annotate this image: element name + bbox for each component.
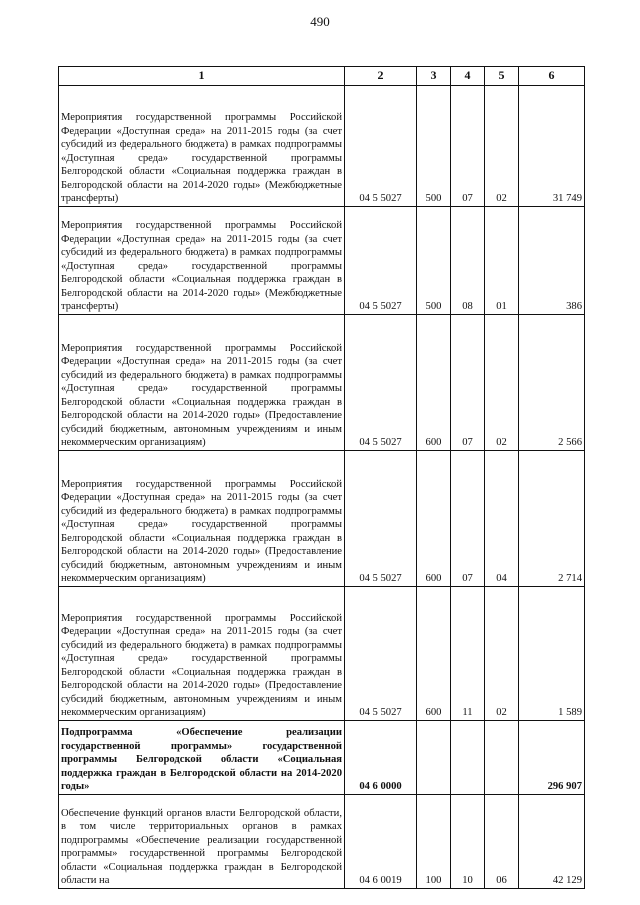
- row-name: Обеспечение функций органов власти Белгородской области, в том числе территориальных органов в рамках подпрограммы «Обеспечение реализации государственной программы» государственной программы Белгородской области «Социальная поддержка граждан в Белгородской области на: [59, 795, 345, 889]
- row-c5: [485, 721, 519, 795]
- row-name: Мероприятия государственной программы Российской Федерации «Доступная среда» на 2011-2015 годы (за счет субсидий из федерального бюджета) в рамках подпрограммы «Доступная среда» государственной программы Белгородской области «Социальная поддержка граждан в Белгородской области на 2014-2020 годы» (Предоставление субсидий бюджетным, автономным учреждениям и иным некоммерческим организациям): [59, 315, 345, 451]
- row-amount: 31 749: [519, 86, 585, 207]
- row-c4: 10: [451, 795, 485, 889]
- row-code: 04 6 0019: [345, 795, 417, 889]
- page-number: 490: [310, 14, 330, 29]
- row-c3: 600: [417, 451, 451, 587]
- row-c4: 07: [451, 86, 485, 207]
- row-c5: 06: [485, 795, 519, 889]
- row-c4: [451, 721, 485, 795]
- row-code: 04 6 0000: [345, 721, 417, 795]
- row-c5: 01: [485, 207, 519, 315]
- row-amount: 1 589: [519, 587, 585, 721]
- row-name: Мероприятия государственной программы Российской Федерации «Доступная среда» на 2011-2015 годы (за счет субсидий из федерального бюджета) в рамках подпрограммы «Доступная среда» государственной программы Белгородской области «Социальная поддержка граждан в Белгородской области на 2014-2020 годы» (Межбюджетные трансферты): [59, 207, 345, 315]
- column-header-name: 1: [59, 67, 345, 86]
- table-row: [59, 86, 585, 207]
- row-c5: 04: [485, 451, 519, 587]
- row-c5: 02: [485, 315, 519, 451]
- column-header-5: 5: [485, 67, 519, 86]
- column-header-amount: 6: [519, 67, 585, 86]
- row-amount: 2 714: [519, 451, 585, 587]
- table-row: [59, 451, 585, 587]
- row-amount: 296 907: [519, 721, 585, 795]
- table-row: [59, 795, 585, 889]
- row-c4: 08: [451, 207, 485, 315]
- row-c5: 02: [485, 86, 519, 207]
- row-amount: 42 129: [519, 795, 585, 889]
- row-c3: [417, 721, 451, 795]
- row-c4: 07: [451, 451, 485, 587]
- row-code: 04 5 5027: [345, 451, 417, 587]
- column-header-3: 3: [417, 67, 451, 86]
- row-c3: 600: [417, 315, 451, 451]
- table-header-row: [59, 67, 585, 86]
- row-name: Подпрограмма «Обеспечение реализации государственной программы» государственной программы Белгородской области «Социальная поддержка граждан в Белгородской области на 2014-2020 годы»: [59, 721, 345, 795]
- table-row: [59, 315, 585, 451]
- row-amount: 2 566: [519, 315, 585, 451]
- row-code: 04 5 5027: [345, 587, 417, 721]
- row-code: 04 5 5027: [345, 315, 417, 451]
- row-amount: 386: [519, 207, 585, 315]
- row-c4: 07: [451, 315, 485, 451]
- table-row-subprogram: [59, 721, 585, 795]
- row-c3: 500: [417, 86, 451, 207]
- row-code: 04 5 5027: [345, 207, 417, 315]
- table-row: [59, 207, 585, 315]
- row-c3: 500: [417, 207, 451, 315]
- row-c3: 600: [417, 587, 451, 721]
- row-name: Мероприятия государственной программы Российской Федерации «Доступная среда» на 2011-2015 годы (за счет субсидий из федерального бюджета) в рамках подпрограммы «Доступная среда» государственной программы Белгородской области «Социальная поддержка граждан в Белгородской области на 2014-2020 годы» (Предоставление субсидий бюджетным, автономным учреждениям и иным некоммерческим организациям): [59, 587, 345, 721]
- column-header-4: 4: [451, 67, 485, 86]
- table-row: [59, 587, 585, 721]
- row-c4: 11: [451, 587, 485, 721]
- column-header-code: 2: [345, 67, 417, 86]
- row-code: 04 5 5027: [345, 86, 417, 207]
- row-c3: 100: [417, 795, 451, 889]
- row-name: Мероприятия государственной программы Российской Федерации «Доступная среда» на 2011-2015 годы (за счет субсидий из федерального бюджета) в рамках подпрограммы «Доступная среда» государственной программы Белгородской области «Социальная поддержка граждан в Белгородской области на 2014-2020 годы» (Межбюджетные трансферты): [59, 86, 345, 207]
- budget-table: [58, 66, 585, 889]
- row-name: Мероприятия государственной программы Российской Федерации «Доступная среда» на 2011-2015 годы (за счет субсидий из федерального бюджета) в рамках подпрограммы «Доступная среда» государственной программы Белгородской области «Социальная поддержка граждан в Белгородской области на 2014-2020 годы» (Предоставление субсидий бюджетным, автономным учреждениям и иным некоммерческим организациям): [59, 451, 345, 587]
- row-c5: 02: [485, 587, 519, 721]
